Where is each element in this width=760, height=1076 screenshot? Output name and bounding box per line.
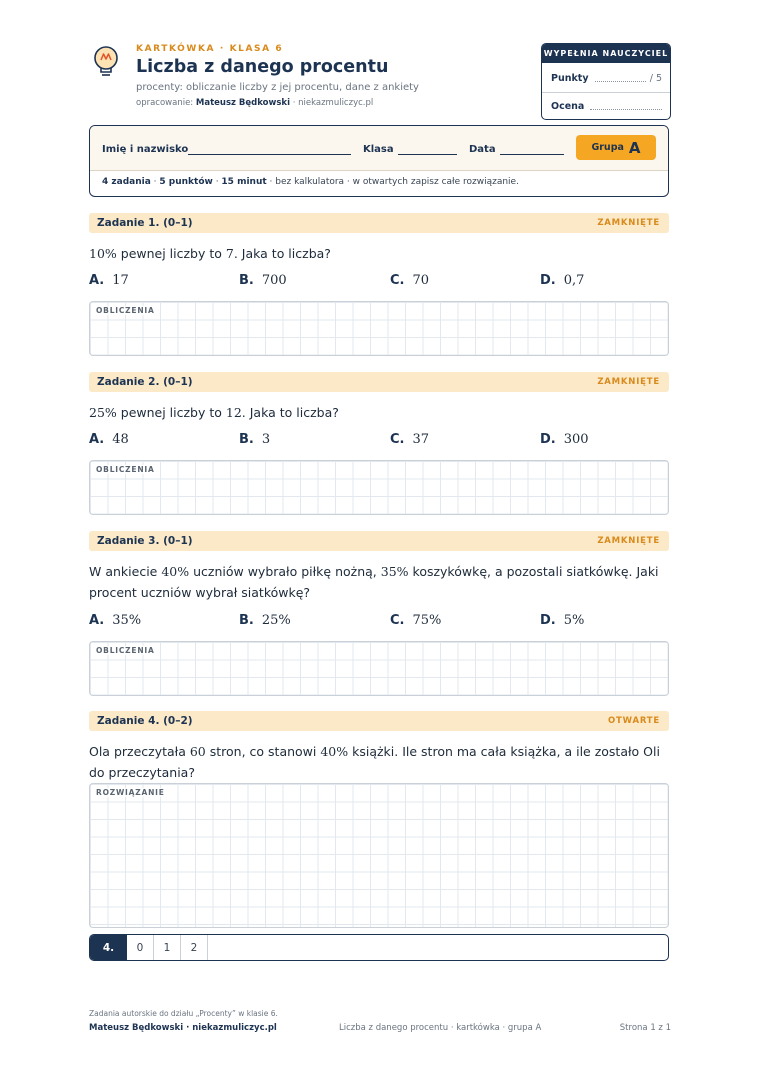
task-4-header (89, 711, 669, 731)
task-1-question (89, 243, 679, 264)
task-type-badge: ZAMKNIĘTE (597, 218, 660, 228)
group-letter: A (628, 138, 641, 157)
task-type-badge: ZAMKNIĘTE (597, 377, 660, 387)
date-field[interactable] (500, 154, 564, 155)
answer-option-a[interactable] (89, 273, 129, 288)
task-count: 4 zadania (102, 177, 151, 187)
answer-value: 37 (412, 432, 430, 447)
date-label: Data (469, 144, 496, 155)
answer-option-b[interactable] (239, 273, 287, 288)
answer-label: B. (239, 432, 254, 447)
solution-area-label: ROZWIĄZANIE (96, 788, 165, 797)
credits-author: Mateusz Będkowski (195, 98, 291, 108)
grade-line[interactable] (590, 109, 662, 110)
answer-label: C. (390, 613, 405, 628)
name-field[interactable] (188, 154, 351, 155)
answer-label: D. (540, 273, 556, 288)
points-label: Punkty (551, 73, 589, 84)
answer-label: C. (390, 273, 405, 288)
answer-option-a[interactable] (89, 613, 141, 628)
summary-separator: · (212, 177, 222, 187)
task-3-question (89, 561, 679, 603)
points-line[interactable] (595, 81, 646, 82)
credits-site: · niekazmuliczyc.pl (290, 98, 374, 108)
footer-document-name: Liczba z danego procentu · kartkówka · grupa A (339, 1023, 542, 1033)
group-badge (576, 135, 656, 160)
task-3-answers (89, 613, 669, 631)
answer-label: D. (540, 613, 556, 628)
summary-rules: · bez kalkulatora · w otwartych zapisz całe rozwiązanie. (266, 177, 519, 187)
footer-page-number: Strona 1 z 1 (619, 1023, 671, 1033)
answer-option-d[interactable] (540, 273, 584, 288)
work-area-label: OBLICZENIA (96, 646, 155, 655)
task-3-work-area[interactable] (89, 641, 669, 696)
credits (136, 98, 373, 108)
answer-label: D. (540, 432, 556, 447)
answer-option-d[interactable] (540, 613, 584, 628)
work-area-label: OBLICZENIA (96, 465, 155, 474)
grade-row[interactable] (551, 101, 662, 112)
name-label: Imię i nazwisko (102, 144, 189, 155)
task-2-header (89, 372, 669, 392)
question-text: . Jaka to liczba? (233, 246, 331, 261)
answer-label: B. (239, 613, 254, 628)
answer-label: A. (89, 273, 105, 288)
task-1-header (89, 213, 669, 233)
page-title: Liczba z danego procentu (136, 57, 389, 77)
answer-value: 700 (261, 273, 287, 288)
question-math: 60 (189, 744, 206, 759)
answer-value: 70 (412, 273, 430, 288)
answer-label: A. (89, 432, 105, 447)
answer-value: 17 (112, 273, 129, 288)
answer-option-c[interactable] (390, 613, 441, 628)
test-summary (102, 177, 519, 187)
page-subtitle: procenty: obliczanie liczby z jej procentu, dane z ankiety (136, 82, 419, 93)
work-area-label: OBLICZENIA (96, 306, 155, 315)
question-text: . Jaka to liczba? (241, 405, 339, 420)
score-strip-blank (208, 935, 668, 960)
question-math: 40% (161, 564, 190, 579)
teacher-box (541, 43, 671, 120)
score-task-number: 4. (90, 935, 127, 960)
question-math: 25% (89, 405, 117, 420)
question-text: pewnej liczby to (116, 405, 226, 420)
answer-value: 0,7 (563, 273, 585, 288)
question-math: 7 (225, 246, 234, 261)
answer-option-a[interactable] (89, 432, 129, 447)
answer-value: 300 (563, 432, 589, 447)
question-text: Ola przeczytała (89, 744, 190, 759)
answer-value: 3 (261, 432, 271, 447)
answer-label: C. (390, 432, 405, 447)
task-2-question (89, 402, 679, 423)
class-field[interactable] (398, 154, 457, 155)
answer-value: 5% (563, 613, 585, 628)
answer-option-c[interactable] (390, 432, 429, 447)
task-3-header (89, 531, 669, 551)
answer-option-b[interactable] (239, 432, 270, 447)
task-title: Zadanie 2. (0–1) (97, 376, 193, 388)
question-math: 35% (380, 564, 409, 579)
question-math: 12 (225, 405, 242, 420)
task-title: Zadanie 4. (0–2) (97, 715, 193, 727)
time-limit: 15 minut (221, 177, 267, 187)
grade-label: Ocena (551, 101, 585, 112)
teacher-box-title: WYPEŁNIA NAUCZYCIEL (542, 44, 670, 63)
score-option-1[interactable]: 1 (154, 935, 181, 960)
question-text: koszykówkę, a pozostali siatkówkę. Jaki procent uczniów wybrał siatkówkę? (89, 564, 659, 600)
student-info-box (89, 125, 669, 197)
answer-value: 25% (261, 613, 291, 628)
credits-prefix: opracowanie: (136, 98, 196, 108)
question-text: stron, co stanowi (205, 744, 321, 759)
task-type-badge: OTWARTE (608, 716, 660, 726)
lightbulb-icon (90, 44, 122, 78)
task-title: Zadanie 1. (0–1) (97, 217, 193, 229)
footer-author: Mateusz Będkowski · niekazmuliczyc.pl (89, 1023, 277, 1033)
question-math: 40% (320, 744, 349, 759)
task-1-answers (89, 273, 669, 291)
score-option-0[interactable]: 0 (127, 935, 154, 960)
answer-label: B. (239, 273, 254, 288)
answer-option-d[interactable] (540, 432, 589, 447)
task-2-work-area[interactable] (89, 460, 669, 515)
group-label: Grupa (591, 142, 624, 153)
question-text: uczniów wybrało piłkę nożną, (189, 564, 381, 579)
question-text: książki. Ile stron ma cała książka, a ile zostało Oli do przeczytania? (89, 744, 660, 780)
answer-value: 75% (412, 613, 442, 628)
points-row[interactable] (551, 73, 662, 84)
class-label: Klasa (363, 144, 394, 155)
answer-label: A. (89, 613, 105, 628)
score-option-2[interactable]: 2 (181, 935, 208, 960)
summary-separator: · (150, 177, 160, 187)
task-1-work-area[interactable] (89, 301, 669, 356)
points-total: 5 punktów (159, 177, 213, 187)
task-4-score-strip (89, 934, 669, 961)
points-max: / 5 (649, 73, 662, 84)
answer-option-b[interactable] (239, 613, 291, 628)
question-text: pewnej liczby to (116, 246, 226, 261)
question-math: 10% (89, 246, 117, 261)
task-4-question (89, 741, 679, 783)
task-2-answers (89, 432, 669, 450)
task-4-solution-area[interactable] (89, 783, 669, 928)
answer-value: 48 (112, 432, 129, 447)
teacher-box-divider (542, 92, 670, 93)
task-title: Zadanie 3. (0–1) (97, 535, 193, 547)
footer-note: Zadania autorskie do działu „Procenty” w klasie 6. (89, 1009, 278, 1018)
question-text: W ankiecie (89, 564, 162, 579)
student-fields (90, 126, 668, 171)
answer-value: 35% (112, 613, 142, 628)
worksheet-kicker: KARTKÓWKA · KLASA 6 (136, 44, 284, 54)
task-type-badge: ZAMKNIĘTE (597, 536, 660, 546)
answer-option-c[interactable] (390, 273, 429, 288)
